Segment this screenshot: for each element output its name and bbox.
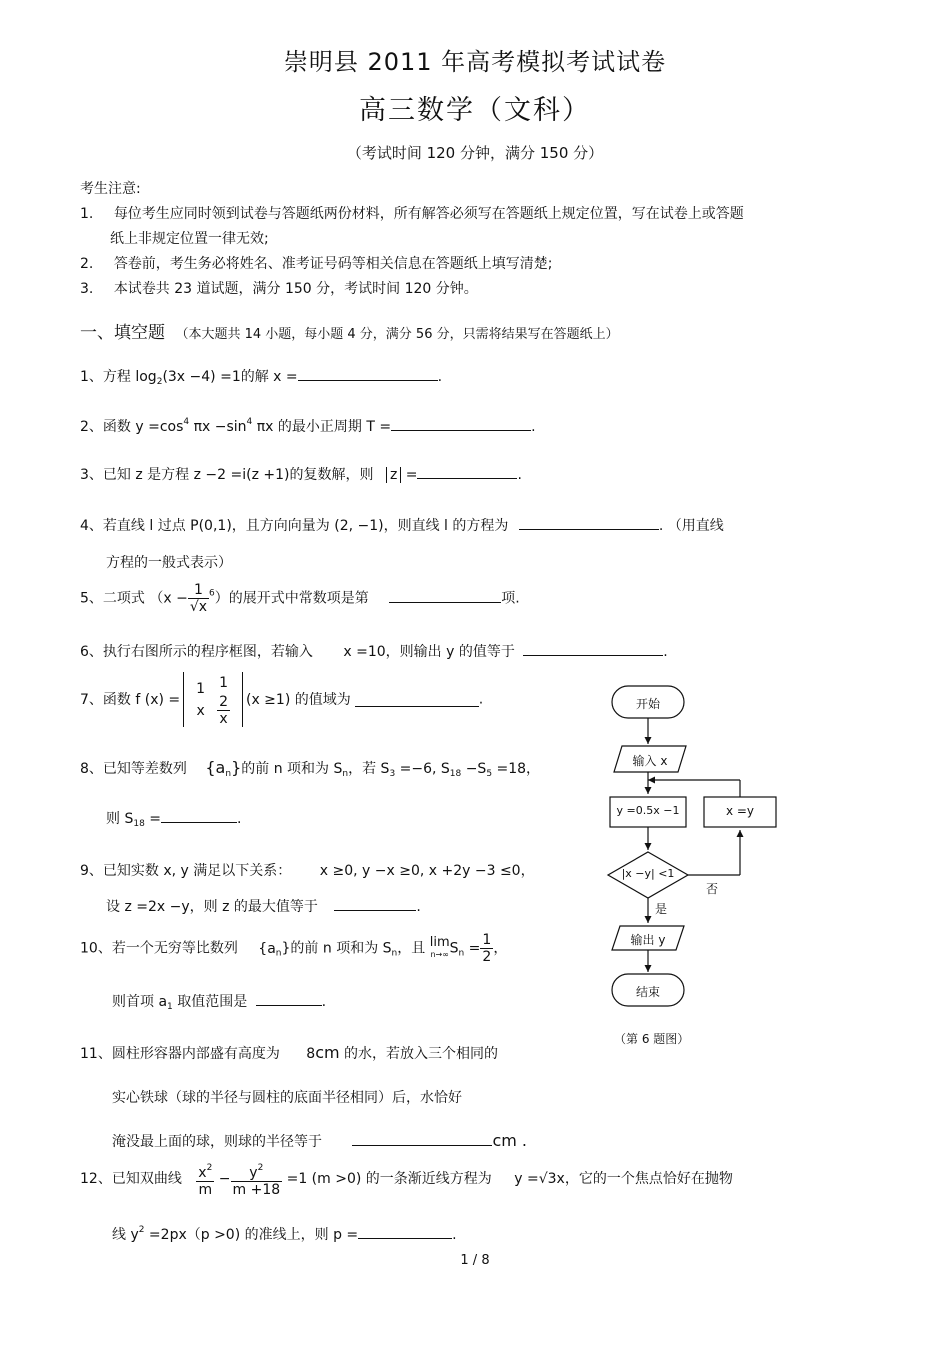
section-heading [80,318,619,343]
q2-mid: πx −sin [189,419,247,435]
determinant [183,672,243,727]
q12-mid: =1 (m >0) 的一条渐近线方程为 [282,1171,492,1187]
question-9 [80,860,535,880]
q4-text: 4、若直线 l 过点 P(0,1)，且方向向量为 (2, −1)，则直线 l 的方程为 [80,518,509,534]
section-note: （本大题共 14 小题，每小题 4 分，满分 56 分，只需将结果写在答题纸上） [175,327,619,342]
answer-blank[interactable] [334,896,416,911]
exam-title: 崇明县 2011 年高考模拟考试试卷 [283,48,667,76]
det-cell: 1 [219,675,228,691]
fraction [217,694,230,727]
q8-cond: =18， [492,761,541,777]
q1-post: . [437,369,443,385]
q12-line2-mid: =2px（p >0) 的准线上，则 p = [144,1227,359,1243]
q8-line2: 则 S [106,811,134,827]
q5-text: 5、二项式 （x − [80,590,188,607]
flowchart [600,680,800,1050]
q12-post: . [452,1227,457,1243]
q12-minus: − [214,1171,231,1187]
denominator: m [198,1182,213,1198]
q8-sub: n [342,769,349,779]
q4-post: . （用直线 [658,518,724,534]
input-label: 输入 x [632,754,668,768]
q1-text: 1、方程 log [80,369,157,385]
q3-text: 3、已知 z 是方程 z −2 =i(z +1)的复数解，则 [80,467,374,483]
q8-sub: 3 [389,769,396,779]
answer-blank[interactable] [358,1224,452,1239]
num-sup: 2 [257,1163,264,1173]
answer-blank[interactable] [352,1131,492,1146]
q11-unit: cm [315,1043,340,1062]
det-cell: x [196,702,205,719]
fraction [480,932,493,965]
question-9-cont [106,896,421,916]
q11-line3: 淹没最上面的球，则球的半径等于 [112,1134,322,1150]
question-11-cont: 实心铁球（球的半径与圆柱的底面半径相同）后，水恰好 [112,1090,462,1106]
q1-sub: 2 [156,377,163,387]
lim-word: lim [429,934,450,950]
question-10-cont [112,991,326,1012]
question-7 [80,672,483,727]
q8-text: 8、已知等差数列 [80,761,187,777]
q10-text: 10、若一个无穷等比数列 [80,940,238,957]
q9-cond: x ≥0, y −x ≥0, x +2y −3 ≤0， [319,863,535,879]
denominator: 2 [482,949,492,965]
q6-mid: x =10，则输出 y 的值等于 [343,644,515,660]
numerator: 1 [482,932,492,948]
q8-post: . [236,811,242,827]
start-label: 开始 [635,697,660,711]
q8-seq: {a [205,758,226,777]
flowchart-lines [600,680,800,1020]
q2-text: 2、函数 y =cos [80,419,184,435]
notice-text: 答卷前，考生务必将姓名、准考证号码等相关信息在答题纸上填写清楚; [113,256,553,272]
denominator: √x [189,599,208,615]
answer-blank[interactable] [355,692,479,707]
q8-cond: ，若 S [348,761,390,777]
q5-mid: ）的展开式中常数项是第 [214,590,369,607]
denominator: x [219,711,228,727]
q10-lim-pre: ，且 [397,940,426,957]
answer-blank[interactable] [161,808,237,823]
no-label: 否 [706,882,719,896]
limit [429,934,450,961]
question-11-cont2 [112,1131,527,1151]
q10-sub: n [391,948,398,959]
q9-text: 9、已知实数 x, y 满足以下关系： [80,863,292,879]
question-1 [80,366,442,387]
q12-line2: 线 y [112,1227,139,1243]
fraction [196,1160,214,1198]
q11-post1: 的水，若放入三个相同的 [339,1046,499,1062]
q7-mid: (x ≥1) 的值域为 [245,691,351,708]
notice-num: 2. [80,256,94,272]
q10-post: . [321,994,327,1010]
q2-sup: 4 [183,417,190,427]
q10-sub: 1 [167,1002,173,1012]
end-label: 结束 [635,985,660,999]
process-label: y =0.5x −1 [616,804,680,817]
q10-end: ， [493,940,508,957]
q10-seq: {a [258,940,276,957]
notice-num: 3. [80,281,94,297]
fraction [188,582,209,615]
question-12-cont [112,1224,457,1244]
det-cell: 1 [196,680,206,697]
fraction [231,1160,283,1198]
figure-caption: （第 6 题图） [614,1032,690,1046]
question-6 [80,641,668,661]
q10-seq-end: } [281,940,291,957]
numerator [196,1160,214,1182]
output-label: 输出 y [630,933,666,947]
answer-blank[interactable] [298,366,438,381]
q9-line2: 设 z =2x −y，则 z 的最大值等于 [106,899,318,915]
numerator: 1 [188,582,209,599]
notice-item-2 [80,253,553,273]
q7-text: 7、函数 f (x) = [80,691,181,708]
q10-eq: = [464,940,481,957]
q8-cond: −S [461,761,487,777]
question-5 [80,582,520,615]
question-3 [80,464,522,484]
det-col-1 [196,678,205,722]
notice-item-3 [80,278,478,298]
section-title: 一、填空题 [80,323,165,343]
q10-mid: 的前 n 项和为 S [290,940,392,957]
q2-post: . [531,419,536,435]
q3-abs: z [386,467,401,483]
q9-post: . [416,899,421,915]
answer-blank[interactable] [523,641,663,656]
numerator [231,1160,283,1182]
det-col-2 [217,672,230,727]
q10-sub: n [275,948,282,959]
yes-label: 是 [655,902,668,916]
q7-post: . [478,691,484,708]
notice-item-1-cont: 纸上非规定位置一律无效; [110,231,269,247]
assign-label: x =y [725,804,755,818]
q2-mid: πx 的最小正周期 T = [252,419,392,435]
question-11 [80,1043,498,1063]
q8-sub: 18 [133,819,145,829]
page-number: 1 / 8 [460,1253,490,1268]
q11-text: 11、圆柱形容器内部盛有高度为 [80,1046,280,1062]
question-8 [80,758,540,779]
num-var: x [198,1165,207,1181]
question-4-cont: 方程的一般式表示） [106,555,232,571]
q10-sub: n [458,948,465,959]
notice-item-1 [80,203,744,223]
q8-sub: 18 [449,769,462,779]
notice-num: 1. [80,206,94,222]
question-12 [80,1160,733,1198]
q3-post: . [517,467,522,483]
answer-blank[interactable] [417,464,517,479]
q10-lim-s: S [449,940,459,957]
q11-post: cm . [492,1131,528,1150]
q8-seq-end: } [231,758,242,777]
q12-text: 12、已知双曲线 [80,1171,182,1187]
q12-asym: y =√3x，它的一个焦点恰好在抛物 [514,1171,733,1187]
q10-line2-end: 取值范围是 [172,994,248,1010]
q3-mid: = [401,467,418,483]
q10-line2: 则首项 a [112,994,168,1010]
q5-sup: 6 [209,588,215,599]
answer-blank[interactable] [389,588,501,603]
answer-blank[interactable] [256,991,322,1006]
lim-under: n→∞ [430,949,449,959]
notice-heading: 考生注意: [80,181,141,197]
q2-sup: 4 [246,417,253,427]
num-var: y [249,1165,258,1181]
q12-sup: 2 [138,1225,145,1235]
q8-sub: n [225,769,232,779]
question-10 [80,932,507,965]
q8-line2-end: = [144,811,161,827]
exam-subtitle: 高三数学（文科） [359,95,591,126]
answer-blank[interactable] [391,416,531,431]
question-8-cont [106,808,241,829]
q8-mid: 的前 n 项和为 S [241,761,343,777]
exam-info: （考试时间 120 分钟，满分 150 分） [346,144,604,162]
q8-cond: =−6, S [395,761,450,777]
q11-height: 8 [306,1046,316,1062]
notice-text: 每位考生应同时领到试卷与答题纸两份材料，所有解答必须写在答题纸上规定位置，写在试卷上或答题 [113,206,744,222]
notice-text: 本试卷共 23 道试题，满分 150 分，考试时间 120 分钟。 [113,281,478,297]
q6-text: 6、执行右图所示的程序框图，若输入 [80,644,313,660]
q5-post: 项. [501,590,520,607]
question-2 [80,416,536,436]
question-4 [80,515,724,535]
q1-eq: (3x −4) =1的解 x = [162,369,298,385]
numerator: 2 [219,694,228,710]
decision-label: |x −y| <1 [621,867,675,880]
num-sup: 2 [206,1163,213,1173]
q6-post: . [663,644,668,660]
denominator: m +18 [232,1182,281,1198]
answer-blank[interactable] [519,515,659,530]
q8-sub: 5 [486,769,493,779]
